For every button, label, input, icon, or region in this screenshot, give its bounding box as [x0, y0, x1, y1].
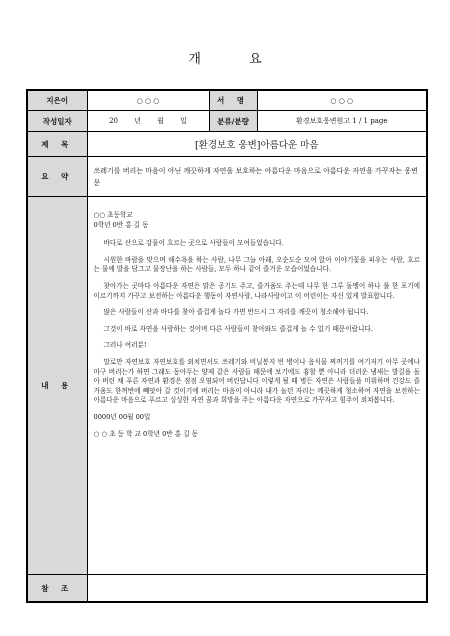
page-title: 개 요 — [188, 52, 284, 67]
summary-value: 쓰레기를 버리는 마음이 아닌 깨끗하게 자연을 보호하는 아름다운 마음으로 아름다운 자연을 가꾸자는 웅변문 — [87, 157, 427, 197]
name-label: 서 명 — [209, 90, 257, 111]
category-value: 환경보호웅변원고 1 / 1 page — [257, 111, 427, 132]
writer-row — [27, 90, 427, 111]
paragraph-7: 말로만 자연보호 자연보호를 외치면서도 쓰레기와 비닐봉지 빈 병이나 음식물 찌꺼기를 여기저기 아무 곳에나 마구 버리는가 하면 그래도 동아두는 양제 같은 사람들 때문에 보기에도 흉할 뿐 아니라 더러운 냄새는 발길을 돌아 버린 채 푸른 자연과 환경은 점점 오염되어 버린답니다 이렇게 될 때 병든 자연은 사람들을 미워하며 건강도 즐거움도 한꺼번에 빼앗아 갈 것이기에 버리는 마음이 아니라 내가 놀던 자리는 깨끗하게 청소하여 자연을 보전하는 아름다운 마음으로 푸르고 싱싱한 자연 꿈과 희망을 주는 아름다운 자연으로 가꾸자고 힘주어 외쳐봅니다. — [93, 357, 420, 405]
writer-label: 지은이 — [27, 90, 87, 111]
reference-value — [87, 575, 427, 602]
paragraph-3: 찾아가는 곳마다 아름다운 자연은 맑은 공기도 주고, 즐거움도 주는데 나무 한 그루 돌멩이 하나 풀 한 포기에 이르기까지 가꾸고 보전하는 아름다운 행동이 자연사랑, 나라사랑이고 이 어린이는 자신 있게 발표합니다. — [93, 282, 420, 300]
paragraph-1: 바다로 산으로 강물이 흐르는 곳으로 사람들이 모여들었습니다. — [103, 239, 284, 248]
content-row — [27, 197, 427, 575]
paragraph-6: 그러나 여러분! — [103, 341, 147, 350]
date-value: 20 년 월 일 — [87, 111, 209, 132]
school-line: ○○ 초등학교 — [93, 211, 133, 220]
paragraph-5: 그것이 바로 자연을 사랑하는 것이며 다른 사람들이 찾아와도 즐겁게 놀 수 있기 때문이랍니다. — [103, 324, 373, 333]
date-label: 작성일자 — [27, 111, 87, 132]
content-body — [87, 197, 427, 575]
subject-label: 제 목 — [27, 132, 87, 157]
date-row — [27, 111, 427, 132]
outline-form — [26, 89, 428, 603]
paragraph-4: 많은 사람들이 산과 바다를 찾아 즐겁게 놀다 가면 반드시 그 자리를 깨끗이 청소해야 됩니다. — [103, 308, 369, 317]
name-value: ○ ○ ○ — [257, 90, 427, 111]
category-label: 분류/분량 — [209, 111, 257, 132]
reference-row — [27, 575, 427, 602]
student-line: 0학년 0반 홍 길 동 — [93, 220, 149, 229]
reference-label: 참 조 — [27, 575, 87, 602]
subject-value: [환경보호 웅변]아름다운 마음 — [87, 132, 427, 157]
content-label: 내 용 — [27, 197, 87, 575]
signature-line: ○ ○ 초 등 학 교 0학년 0반 홍 길 동 — [93, 429, 199, 438]
speech-date: 0000년 00월 00일 — [93, 412, 151, 421]
paragraph-2: 시원한 바람을 맞으며 해수욕을 하는 사람, 나무 그늘 아래, 오순도순 모여 앉아 이야기꽃을 피우는 사람, 흐르는 물에 발을 담그고 물장난을 하는 사람들, 모두 하나 같이 즐거운 모습이었습니다. — [93, 255, 420, 274]
summary-label: 요 약 — [27, 157, 87, 197]
writer-value: ○ ○ ○ — [87, 90, 209, 111]
subject-row — [27, 132, 427, 157]
summary-row — [27, 157, 427, 197]
